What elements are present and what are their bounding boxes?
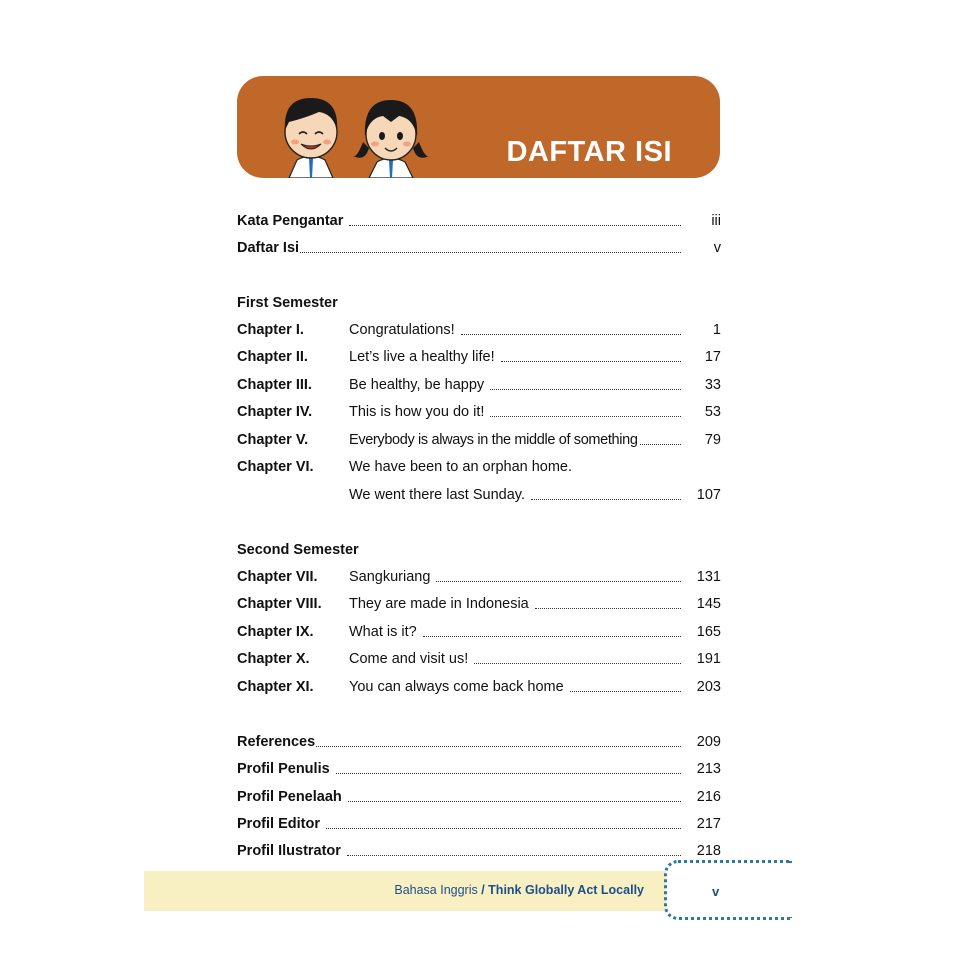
chapter-title: You can always come back home	[349, 679, 564, 695]
chapter-title: Sangkuriang	[349, 569, 431, 585]
toc-entry-chapter-3[interactable]	[237, 374, 721, 396]
dot-leader	[490, 388, 681, 390]
entry-page: 191	[696, 651, 721, 667]
entry-page: 165	[696, 624, 721, 640]
entry-label: Profil Ilustrator	[237, 843, 341, 859]
dot-leader	[570, 690, 681, 692]
dot-leader	[640, 443, 681, 445]
toc-entry-profil-penelaah[interactable]	[237, 786, 721, 808]
entry-label: Profil Penulis	[237, 761, 330, 777]
entry-page: 145	[696, 596, 721, 612]
dot-leader	[531, 498, 681, 500]
chapter-number: Chapter IX.	[237, 624, 314, 640]
toc-entry-chapter-1[interactable]	[237, 319, 721, 341]
chapter-title: They are made in Indonesia	[349, 596, 529, 612]
chapter-number: Chapter X.	[237, 651, 310, 667]
chapter-title: Everybody is always in the middle of something	[349, 432, 638, 448]
entry-page: 216	[696, 789, 721, 805]
entry-label: References	[237, 734, 316, 750]
page-number: v	[712, 884, 720, 899]
dot-leader	[300, 251, 681, 253]
entry-page: 217	[696, 816, 721, 832]
footer-subject: Bahasa Inggris	[394, 883, 478, 897]
toc-entry-chapter-11[interactable]	[237, 676, 721, 698]
toc-entry-chapter-6-continued[interactable]	[237, 484, 721, 506]
chapter-title-line-2: We went there last Sunday.	[349, 487, 525, 503]
chapter-number: Chapter III.	[237, 377, 312, 393]
entry-label: Kata Pengantar	[237, 213, 344, 229]
chapter-title: We have been to an orphan home.	[349, 459, 573, 475]
chapter-title: Let’s live a healthy life!	[349, 349, 495, 365]
toc-entry-daftar-isi[interactable]	[237, 237, 721, 259]
page-title: DAFTAR ISI	[506, 136, 672, 168]
entry-page: v	[713, 240, 721, 256]
dot-leader	[326, 827, 681, 829]
footer-book-title: Think Globally Act Locally	[488, 883, 644, 897]
chapter-number: Chapter VII.	[237, 569, 318, 585]
page-number-frame	[664, 860, 792, 920]
entry-page: 203	[696, 679, 721, 695]
dot-leader	[436, 580, 681, 582]
entry-page: 17	[704, 349, 721, 365]
chapter-number: Chapter VI.	[237, 459, 314, 475]
dot-leader	[461, 333, 681, 335]
entry-page: 209	[696, 734, 721, 750]
chapter-title: Come and visit us!	[349, 651, 469, 667]
toc-entry-chapter-4[interactable]	[237, 401, 721, 423]
dot-leader	[349, 224, 681, 226]
section-heading-second-semester: Second Semester	[237, 542, 359, 558]
toc-entry-chapter-10[interactable]	[237, 648, 721, 670]
dot-leader	[535, 607, 681, 609]
toc-entry-chapter-8[interactable]	[237, 593, 721, 615]
footer-band	[144, 871, 666, 911]
entry-page: iii	[711, 213, 721, 229]
chapter-number: Chapter V.	[237, 432, 309, 448]
toc-entry-profil-editor[interactable]	[237, 813, 721, 835]
dot-leader	[316, 745, 681, 747]
dot-leader	[490, 415, 681, 417]
entry-page: 218	[696, 843, 721, 859]
entry-label: Profil Penelaah	[237, 789, 342, 805]
toc-entry-chapter-2[interactable]	[237, 346, 721, 368]
chapter-number: Chapter I.	[237, 322, 304, 338]
entry-label: Daftar Isi	[237, 240, 300, 256]
chapter-number: Chapter IV.	[237, 404, 313, 420]
chapter-number: Chapter XI.	[237, 679, 314, 695]
footer-separator: /	[477, 883, 489, 897]
chapter-title: What is it?	[349, 624, 417, 640]
girl-character-icon	[353, 100, 429, 178]
chapter-title: Congratulations!	[349, 322, 455, 338]
toc-entry-chapter-6[interactable]	[237, 456, 721, 478]
toc-entry-kata-pengantar[interactable]	[237, 210, 721, 232]
entry-page: 33	[704, 377, 721, 393]
chapter-number: Chapter II.	[237, 349, 308, 365]
dot-leader	[347, 854, 681, 856]
chapter-number: Chapter VIII.	[237, 596, 322, 612]
entry-page: 79	[704, 432, 721, 448]
entry-label: Profil Editor	[237, 816, 320, 832]
entry-page: 1	[712, 322, 721, 338]
header-banner	[237, 76, 720, 178]
toc-entry-chapter-7[interactable]	[237, 566, 721, 588]
toc-entry-chapter-9[interactable]	[237, 621, 721, 643]
entry-page: 213	[696, 761, 721, 777]
toc-entry-profil-ilustrator[interactable]	[237, 840, 721, 862]
chapter-title: Be healthy, be happy	[349, 377, 485, 393]
dot-leader	[348, 800, 681, 802]
dot-leader	[474, 662, 681, 664]
footer-book-info	[394, 883, 644, 897]
dot-leader	[336, 772, 681, 774]
entry-page: 131	[696, 569, 721, 585]
entry-page: 107	[696, 487, 721, 503]
chapter-title: This is how you do it!	[349, 404, 485, 420]
entry-page: 53	[704, 404, 721, 420]
toc-entry-profil-penulis[interactable]	[237, 758, 721, 780]
toc-entry-chapter-5[interactable]	[237, 429, 721, 451]
kids-illustration	[275, 92, 435, 178]
section-heading-first-semester: First Semester	[237, 295, 338, 311]
boy-character-icon	[285, 98, 337, 178]
dot-leader	[501, 360, 681, 362]
dot-leader	[423, 635, 681, 637]
toc-entry-references[interactable]	[237, 731, 721, 753]
